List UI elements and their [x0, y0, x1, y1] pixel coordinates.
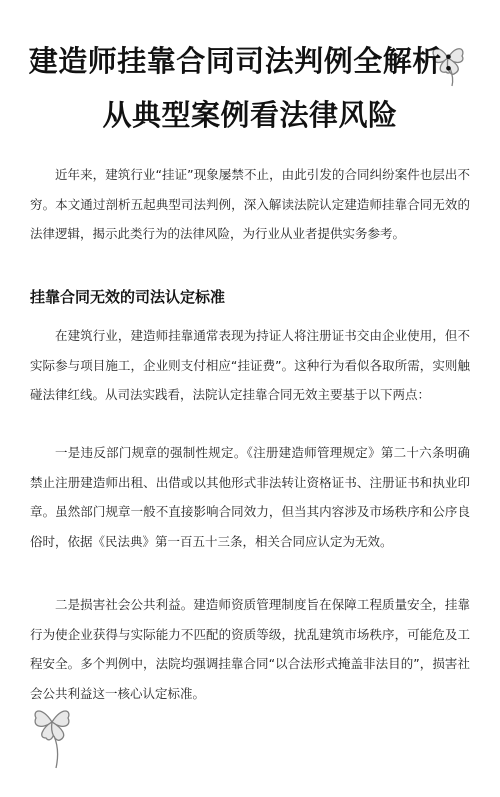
section-heading: 挂靠合同无效的司法认定标准 [30, 288, 226, 306]
body-paragraph: 二是损害社会公共利益。建造师资质管理制度旨在保障工程质量安全，挂靠行为使企业获得与实际能力不匹配的资质等级，扰乱建筑市场秩序，可能危及工程安全。多个判例中，法院均强调挂靠合同“以合法形式掩盖非法目的”，损害社会公共利益这一核心认定标准。 [30, 597, 470, 701]
clover-icon [30, 700, 74, 770]
intro-paragraph: 近年来，建筑行业“挂证”现象屡禁不止，由此引发的合同纠纷案件也层出不穷。本文通过剖析五起典型司法判例，深入解读法院认定建造师挂靠合同无效的法律逻辑，揭示此类行为的法律风险，为行业从业者提供实务参考。 [30, 167, 470, 241]
page-title: 建造师挂靠合同司法判例全解析：从典型案例看法律风险 [28, 44, 472, 132]
body-paragraph: 在建筑行业，建造师挂靠通常表现为持证人将注册证书交由企业使用，但不实际参与项目施工，企业则支付相应“挂证费”。这种行为看似各取所需，实则触碰法律红线。从司法实践看，法院认定挂靠合同无效主要基于以下两点： [30, 328, 470, 402]
body-paragraph: 一是违反部门规章的强制性规定。《注册建造师管理规定》第二十六条明确禁止注册建造师出租、出借或以其他形式非法转让资格证书、注册证书和执业印章。虽然部门规章一般不直接影响合同效力，但当其内容涉及市场秩序和公序良俗时，依据《民法典》第一百五十三条，相关合同应认定为无效。 [30, 445, 470, 549]
